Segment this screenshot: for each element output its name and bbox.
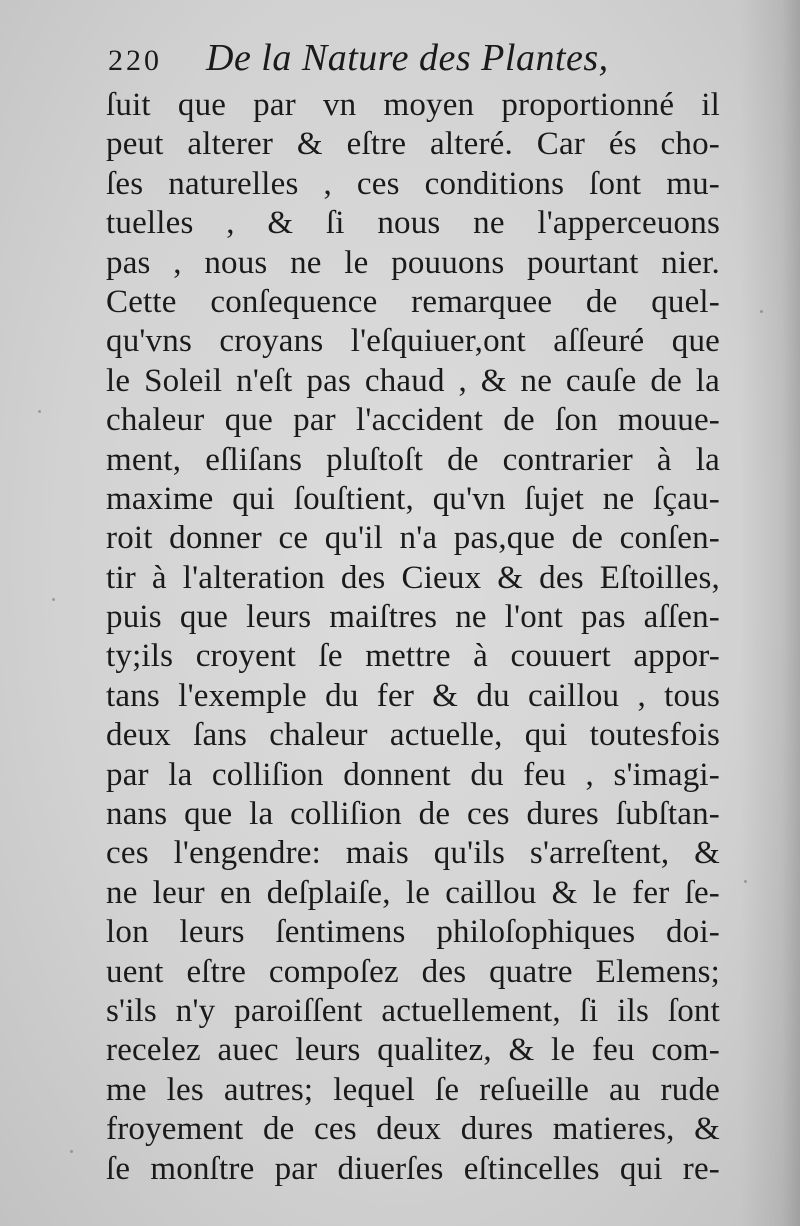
text-line: ſes naturelles , ces conditions ſont mu- bbox=[106, 165, 720, 202]
text-line: ment, eſliſans pluſtoſt de contrarier à la bbox=[106, 441, 720, 478]
text-line: maxime qui ſouſtient, qu'vn ſujet ne ſçau- bbox=[106, 480, 720, 517]
text-line: nans que la colliſion de ces dures ſubſtan- bbox=[106, 796, 720, 833]
text-line: ne leur en deſplaiſe, le caillou & le fer ſe- bbox=[106, 874, 720, 911]
paper-speck bbox=[52, 598, 55, 601]
text-line: froyement de ces deux dures matieres, & bbox=[106, 1111, 720, 1148]
text-line: chaleur que par l'accident de ſon mouue- bbox=[106, 402, 720, 439]
text-line: recelez auec leurs qualitez, & le feu com- bbox=[106, 1032, 720, 1069]
text-line: roit donner ce qu'il n'a pas,que de conſen- bbox=[106, 520, 720, 557]
running-title: De la Nature des Plantes, bbox=[206, 37, 609, 79]
page-number: 220 bbox=[108, 44, 162, 77]
text-line: s'ils n'y paroiſſent actuellement, ſi ils ſont bbox=[106, 992, 720, 1029]
text-line: tuelles , & ſi nous ne l'apperceuons bbox=[106, 205, 720, 242]
text-line: par la colliſion donnent du feu , s'imagi- bbox=[106, 756, 720, 793]
text-line: ſuit que par vn moyen proportionné il bbox=[106, 87, 720, 123]
text-line: tir à l'alteration des Cieux & des Eſtoilles, bbox=[106, 559, 720, 596]
text-line: puis que leurs maiſtres ne l'ont pas aſſen- bbox=[106, 599, 720, 636]
text-line: pas , nous ne le pouuons pourtant nier. bbox=[106, 244, 720, 281]
paper-speck bbox=[760, 310, 763, 313]
text-line: peut alterer & eſtre alteré. Car és cho- bbox=[106, 126, 720, 163]
paper-speck bbox=[70, 1150, 73, 1153]
text-line: ſe monſtre par diuerſes eſtincelles qui re- bbox=[106, 1150, 720, 1187]
page-edge-shadow bbox=[740, 0, 800, 1226]
text-line: qu'vns croyans l'eſquiuer,ont aſſeuré que bbox=[106, 323, 720, 360]
text-line: Cette conſequence remarquee de quel- bbox=[106, 283, 720, 320]
text-line: ces l'engendre: mais qu'ils s'arreſtent, & bbox=[106, 835, 720, 872]
text-line: ty;ils croyent ſe mettre à couuert appor- bbox=[106, 638, 720, 675]
body-text bbox=[106, 86, 720, 1189]
text-line: me les autres; lequel ſe reſueille au rude bbox=[106, 1071, 720, 1108]
text-line: uent eſtre compoſez des quatre Elemens; bbox=[106, 953, 720, 990]
text-line: tans l'exemple du fer & du caillou , tous bbox=[106, 677, 720, 714]
text-line: deux ſans chaleur actuelle, qui toutesfois bbox=[106, 717, 720, 754]
text-line: le Soleil n'eſt pas chaud , & ne cauſe de la bbox=[106, 362, 720, 399]
paper-speck bbox=[744, 880, 747, 883]
text-line: lon leurs ſentimens philoſophiques doi- bbox=[106, 914, 720, 951]
page-header bbox=[108, 36, 748, 86]
paper-speck bbox=[38, 410, 41, 413]
